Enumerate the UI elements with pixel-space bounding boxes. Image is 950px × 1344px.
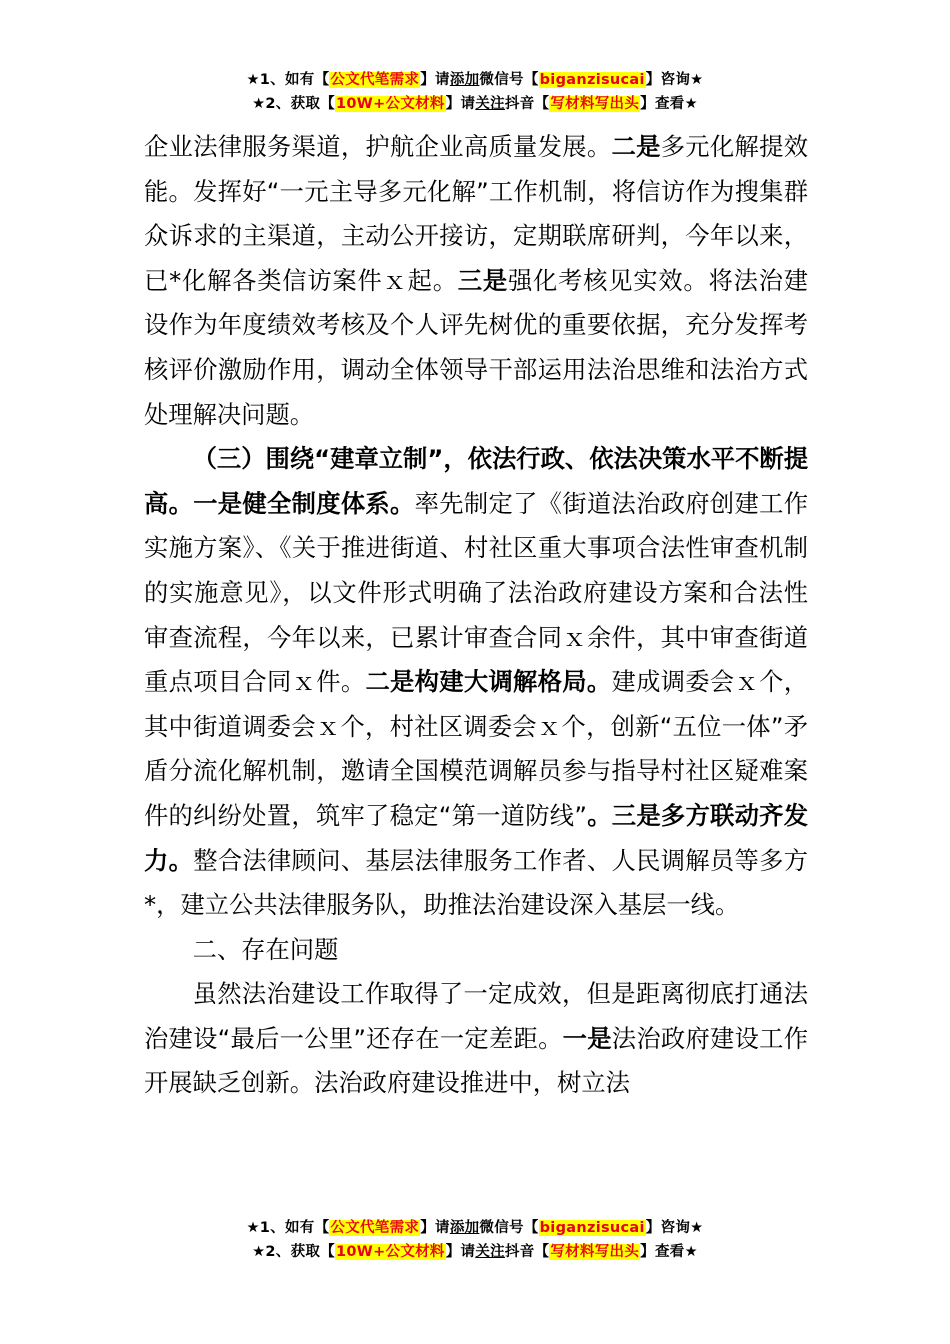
banner-highlight: 公文代笔需求 xyxy=(330,1220,420,1236)
banner-text: 】请 xyxy=(445,96,476,112)
paragraph-bold: 一是 xyxy=(562,1023,612,1053)
banner-text: 】咨询★ xyxy=(645,72,704,88)
banner-text: 】查看★ xyxy=(640,1244,698,1260)
paragraph-bold: 二是构建大调解格局。 xyxy=(365,667,612,697)
section-heading-problems xyxy=(144,928,808,973)
banner-underlined: 添加 xyxy=(449,1220,480,1236)
paragraph-section-3 xyxy=(144,437,808,928)
paragraph-bold: 三是 xyxy=(457,265,508,295)
banner-text: 】请 xyxy=(445,1244,476,1260)
paragraph-text: 多元化解提效能。发挥好“一元主导多元化解”工作机制，将信访作为搜集群众诉求的主渠道，主动公开接访，定期联席研判，今年以来，已*化解各类信访案件ｘ起。 xyxy=(144,132,809,295)
banner-line-2 xyxy=(0,92,950,116)
document-body xyxy=(144,125,808,1106)
heading-text: 二、存在问题 xyxy=(192,934,339,964)
banner-text: ★1、如有【 xyxy=(246,1220,330,1236)
banner-text: 】咨询★ xyxy=(645,1220,704,1236)
banner-text: 抖音【 xyxy=(504,96,550,112)
paragraph-bold: 。三是多方联动齐发力。 xyxy=(144,800,808,875)
footer-banner xyxy=(0,1216,950,1264)
banner-highlight: 写材料写出头 xyxy=(550,1244,640,1260)
banner-underlined: 关注 xyxy=(475,96,505,112)
paragraph-text: 企业法律服务渠道，护航企业高质量发展。 xyxy=(144,132,612,161)
paragraph-continuation xyxy=(144,125,808,437)
paragraph-bold: （三）围绕“建章立制”，依法行政、依法决策水平不断提高。一是健全制度体系。 xyxy=(144,444,808,518)
paragraph-text: 建成调委会ｘ个，其中街道调委会ｘ个，村社区调委会ｘ个，创新“五位一体”矛盾分流化解机制，邀请全国模范调解员参与指导村社区疑难案件的纠纷处置，筑牢了稳定“第一道防线” xyxy=(144,667,809,830)
banner-text: ★1、如有【 xyxy=(246,72,330,88)
banner-underlined: 关注 xyxy=(475,1244,505,1260)
paragraph-bold: 二是 xyxy=(611,132,661,161)
banner-line-2 xyxy=(0,1240,950,1264)
banner-text: 微信号【 xyxy=(479,72,539,88)
paragraph-text: 强化考核见实效。将法治建设作为年度绩效考核及个人评先树优的重要依据，充分发挥考核评价激励作用，调动全体领导干部运用法治思维和法治方式处理解决问题。 xyxy=(144,265,809,429)
banner-text: 】请 xyxy=(420,1220,450,1236)
banner-highlight: 写材料写出头 xyxy=(550,96,640,112)
banner-text: 微信号【 xyxy=(479,1220,539,1236)
banner-highlight: biganzisucai xyxy=(539,1220,645,1236)
banner-text: ★2、获取【 xyxy=(252,96,335,112)
paragraph-text: 率先制定了《街道法治政府创建工作实施方案》、《关于推进街道、村社区重大事项合法性审查机制的实施意见》，以文件形式明确了法治政府建设方案和合法性审查流程，今年以来，已累计审查合同ｘ余件，其中审查街道重点项目合同ｘ件。 xyxy=(144,488,809,697)
paragraph-problems xyxy=(144,972,808,1106)
paragraph-text: 虽然法治建设工作取得了一定成效，但是距离彻底打通法治建设“最后一公里”还存在一定差距。 xyxy=(144,979,808,1053)
banner-highlight: 公文代笔需求 xyxy=(330,72,420,88)
banner-text: 】请 xyxy=(420,72,450,88)
banner-highlight: 10W+公文材料 xyxy=(336,1244,445,1260)
paragraph-text: 整合法律顾问、基层法律服务工作者、人民调解员等多方*，建立公共法律服务队，助推法治建设深入基层一线。 xyxy=(144,845,809,920)
banner-highlight: 10W+公文材料 xyxy=(336,96,445,112)
banner-line-1 xyxy=(0,1216,950,1240)
banner-highlight: biganzisucai xyxy=(539,72,645,88)
header-banner xyxy=(0,68,950,116)
banner-text: 】查看★ xyxy=(640,96,698,112)
paragraph-text: 法治政府建设工作开展缺乏创新。法治政府建设推进中，树立法 xyxy=(144,1023,808,1098)
banner-text: ★2、获取【 xyxy=(252,1244,335,1260)
banner-text: 抖音【 xyxy=(504,1244,550,1260)
banner-underlined: 添加 xyxy=(449,72,480,88)
banner-line-1 xyxy=(0,68,950,92)
